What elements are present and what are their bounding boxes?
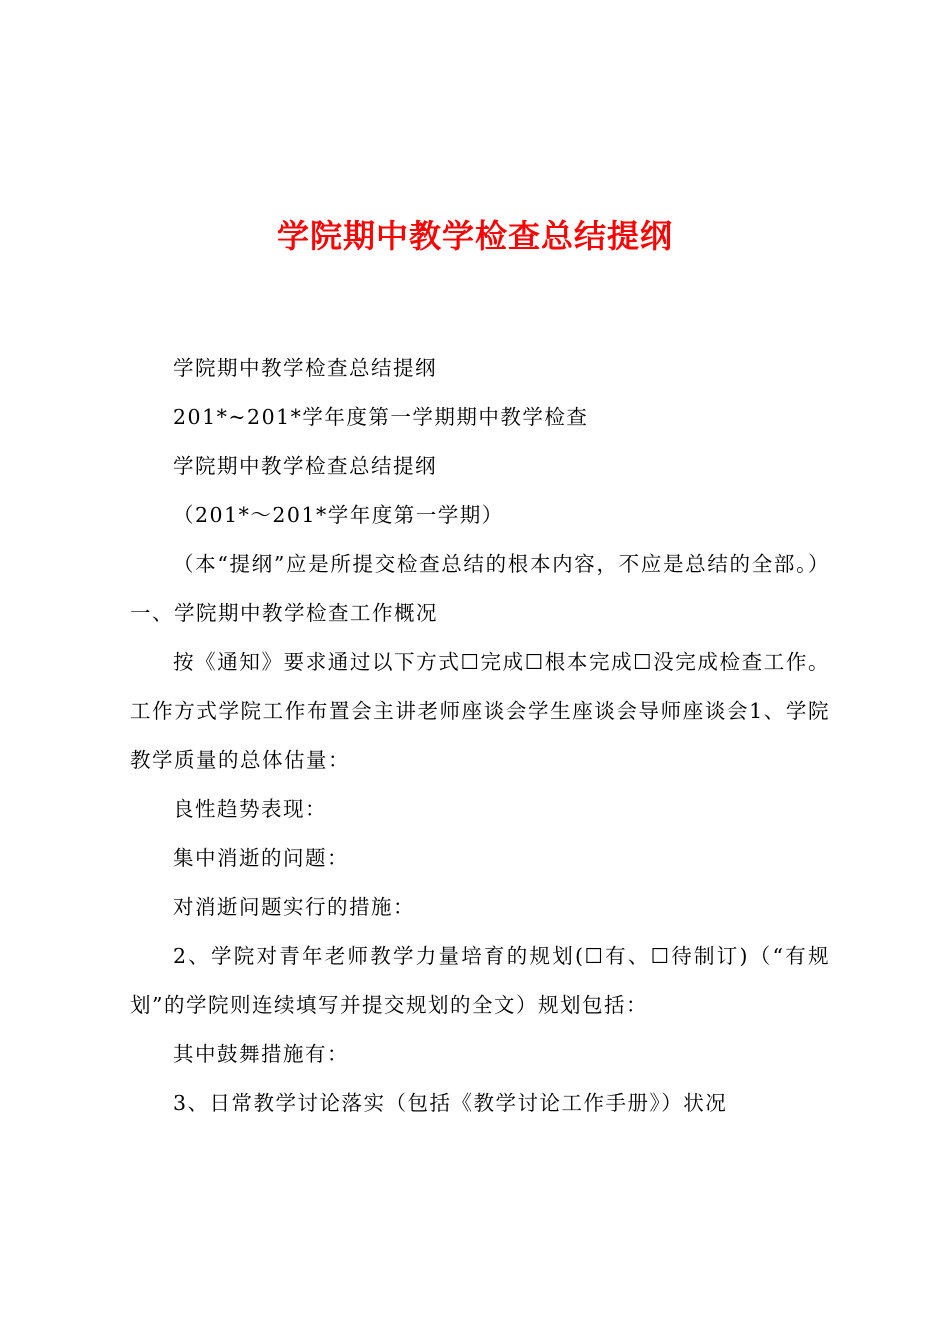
- document-title: 学院期中教学检查总结提纲: [276, 217, 673, 255]
- paragraph: 201*~201*学年度第一学期期中教学检查: [173, 405, 589, 429]
- document-body: [130, 344, 830, 1128]
- paragraph: 3、日常教学讨论落实（包括《教学讨论工作手册》）状况: [173, 1091, 728, 1115]
- paragraph: 按《通知》要求通过以下方式☐完成☐根本完成☐没完成检查工作。工作方式学院工作布置会主讲老师座谈会学生座谈会导师座谈会1、学院教学质量的总体估量：: [130, 650, 830, 772]
- paragraph: 良性趋势表现：: [173, 797, 327, 821]
- paragraph: （201*～201*学年度第一学期）: [173, 503, 504, 527]
- paragraph: （本“提纲”应是所提交检查总结的根本内容，不应是总结的全部。）一、学院期中教学检查工作概况: [130, 552, 830, 625]
- paragraph: 学院期中教学检查总结提纲: [173, 454, 437, 478]
- paragraph: 学院期中教学检查总结提纲: [173, 356, 437, 380]
- paragraph: 2、学院对青年老师教学力量培育的规划(☐有、☐待制订)（“有规划”的学院则连续填写并提交规划的全文）规划包括：: [130, 944, 830, 1017]
- paragraph: 其中鼓舞措施有：: [173, 1042, 349, 1066]
- paragraph: 集中消逝的问题：: [173, 846, 349, 870]
- paragraph: 对消逝问题实行的措施：: [173, 895, 415, 919]
